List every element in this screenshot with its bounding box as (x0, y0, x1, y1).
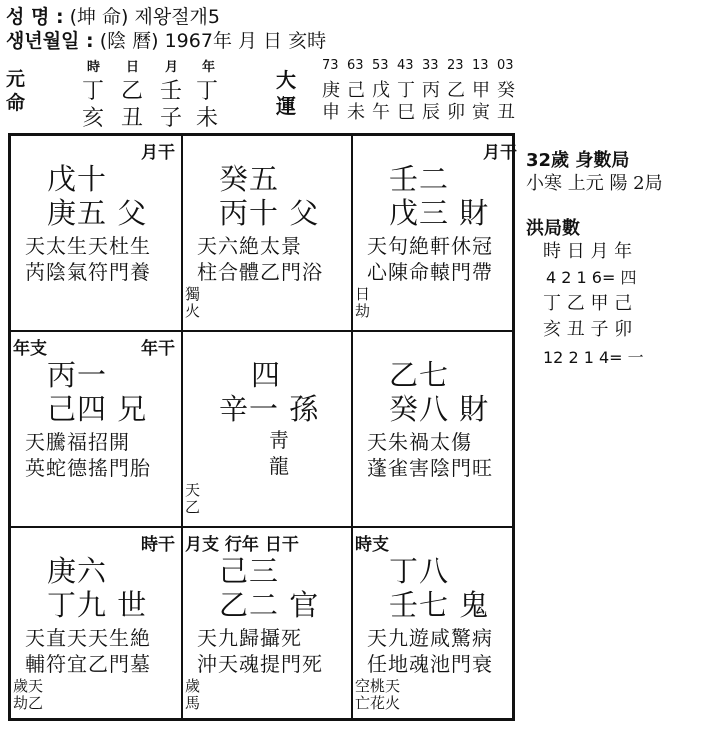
palace-cell (183, 332, 351, 526)
palace-minor-star: 歲 (185, 677, 201, 695)
daewoon-label-2: 運 (276, 94, 296, 118)
palace-stars-1: 天九遊咸驚病 (367, 626, 493, 650)
palace-deity-1: 靑 (269, 428, 290, 452)
palace-stars-1: 天九歸攝死 (197, 626, 302, 650)
wonmyeong-label-1: 元 (6, 68, 26, 90)
pillar-stem-month: 壬 (160, 79, 183, 104)
palace-stars-1: 天太生天杜生 (25, 234, 151, 258)
palace-minor-star: 劫 (355, 302, 371, 320)
daewoon-stem: 己 (347, 80, 365, 101)
palace-stars-2: 心陳命轅門帶 (367, 260, 493, 284)
palace-stem-upper: 壬二 (389, 162, 450, 196)
daewoon-age: 43 (397, 58, 414, 73)
daewoon-branch: 巳 (397, 102, 415, 123)
palace-cell (353, 332, 521, 526)
daewoon-branch: 卯 (447, 102, 465, 123)
daewoon-age: 53 (372, 58, 389, 73)
hong-nums-1: 4 2 1 6= 四 (546, 268, 637, 287)
palace-deity-2: 龍 (269, 454, 290, 478)
palace-stem-upper: 癸五 (219, 162, 280, 196)
palace-corner-label: 年支 (13, 339, 47, 359)
daewoon-branch: 未 (347, 102, 365, 123)
palace-corner-label: 月干 (483, 143, 517, 163)
daewoon-stem: 甲 (472, 80, 490, 101)
palace-stem-lower: 乙二 官 (219, 588, 320, 622)
daewoon-age: 63 (347, 58, 364, 73)
pillar-stem-hour: 丁 (82, 79, 105, 104)
daewoon-stem: 癸 (497, 80, 515, 101)
palace-stem-lower: 己四 兄 (47, 392, 148, 426)
pillar-head-day: 日 (126, 60, 140, 75)
palace-stem-upper: 四 (251, 358, 282, 392)
palace-stem-lower: 辛一 孫 (219, 392, 320, 426)
daewoon-age: 23 (447, 58, 464, 73)
palace-stem-lower: 癸八 財 (389, 392, 490, 426)
daewoon-label-1: 大 (276, 68, 296, 92)
pillar-branch-hour: 亥 (82, 106, 105, 131)
pillar-branch-year: 未 (196, 106, 219, 131)
palace-minor-star: 歲天 (13, 677, 44, 695)
side-title: 32歲 身數局 (526, 150, 630, 171)
pillar-branch-day: 丑 (121, 106, 144, 131)
daewoon-stem: 戊 (372, 80, 390, 101)
name-label: 성 명 : (6, 6, 64, 28)
birth-label: 생년월일 : (6, 30, 94, 52)
hong-heads: 時 日 月 年 (543, 241, 633, 262)
palace-minor-star: 空桃天 (355, 677, 401, 695)
pillar-head-hour: 時 (87, 60, 101, 75)
daewoon-table (322, 58, 542, 128)
palace-stars-1: 天句絶軒休冠 (367, 234, 493, 258)
palace-stem-upper: 丙一 (47, 358, 108, 392)
palace-cell (183, 528, 351, 722)
daewoon-age: 13 (472, 58, 489, 73)
palace-cell (353, 528, 521, 722)
palace-stars-2: 輔符宜乙門墓 (25, 652, 151, 676)
palace-minor-star: 獨 (185, 285, 201, 303)
hong-branches: 亥 丑 子 卯 (543, 319, 633, 340)
palace-minor-star: 火 (185, 302, 201, 320)
palace-stem-upper: 己三 (219, 554, 280, 588)
pillar-stem-year: 丁 (196, 79, 219, 104)
pillar-head-year: 年 (202, 60, 216, 75)
hong-stems: 丁 乙 甲 己 (543, 293, 633, 314)
palace-stars-2: 英蛇德搖門胎 (25, 456, 151, 480)
palace-corner-label: 年干 (141, 339, 175, 359)
palace-cell (11, 136, 179, 330)
palace-stem-lower: 庚五 父 (47, 196, 148, 230)
palace-stem-lower: 丙十 父 (219, 196, 320, 230)
palace-stars-1: 天朱禍太傷 (367, 430, 472, 454)
palace-corner-label: 月支 行年 日干 (185, 535, 299, 555)
palace-stars-2: 柱合體乙門浴 (197, 260, 323, 284)
daewoon-stem: 乙 (447, 80, 465, 101)
palace-stem-lower: 丁九 世 (47, 588, 148, 622)
palace-stem-upper: 丁八 (389, 554, 450, 588)
pillar-head-month: 月 (165, 60, 179, 75)
palace-stars-2: 芮陰氣符門養 (25, 260, 151, 284)
palace-cell (183, 136, 351, 330)
daewoon-age: 33 (422, 58, 439, 73)
palace-minor-star: 亡花火 (355, 694, 401, 712)
pillar-stem-day: 乙 (121, 79, 144, 104)
birth-row (6, 30, 326, 52)
birth-value: (陰 曆) 1967年 月 日 亥時 (99, 30, 327, 52)
daewoon-branch: 寅 (472, 102, 490, 123)
palace-stem-lower: 戊三 財 (389, 196, 490, 230)
daewoon-branch: 申 (322, 102, 340, 123)
pillar-branch-month: 子 (160, 106, 183, 131)
daewoon-age: 73 (322, 58, 339, 73)
palace-stars-1: 天六絶太景 (197, 234, 302, 258)
palace-corner-label: 月干 (141, 143, 175, 163)
palace-corner-label: 時干 (141, 535, 175, 555)
palace-cell (353, 136, 521, 330)
palace-stars-2: 蓬雀害陰門旺 (367, 456, 493, 480)
palace-minor-star: 日 (355, 285, 371, 303)
daewoon-age: 03 (497, 58, 514, 73)
name-row (6, 6, 220, 28)
palace-stem-upper: 庚六 (47, 554, 108, 588)
daewoon-stem: 庚 (322, 80, 340, 101)
palace-cell (11, 332, 179, 526)
daewoon-branch: 辰 (422, 102, 440, 123)
daewoon-branch: 丑 (497, 102, 515, 123)
daewoon-stem: 丁 (397, 80, 415, 101)
palace-stars-2: 沖天魂提門死 (197, 652, 323, 676)
daewoon-branch: 午 (372, 102, 390, 123)
palace-minor-star: 劫乙 (13, 694, 44, 712)
hong-title: 洪局數 (526, 218, 580, 239)
palace-minor-star: 天 (185, 481, 201, 499)
palace-minor-star: 馬 (185, 694, 201, 712)
palace-stem-lower: 壬七 鬼 (389, 588, 490, 622)
palace-corner-label: 時支 (355, 535, 389, 555)
wonmyeong-label-2: 命 (6, 92, 26, 114)
palace-stem-upper: 戊十 (47, 162, 108, 196)
palace-cell (11, 528, 179, 722)
daewoon-stem: 丙 (422, 80, 440, 101)
side-subtitle: 小寒 上元 陽 2局 (526, 173, 663, 194)
name-value: (坤 命) 제왕절개5 (69, 6, 221, 28)
hong-nums-2: 12 2 1 4= 一 (543, 348, 644, 367)
palace-stars-1: 天騰福招開 (25, 430, 130, 454)
palace-stem-upper: 乙七 (389, 358, 450, 392)
palace-minor-star: 乙 (185, 498, 201, 516)
palace-stars-1: 天直天天生絶 (25, 626, 151, 650)
palace-stars-2: 任地魂池門衰 (367, 652, 493, 676)
